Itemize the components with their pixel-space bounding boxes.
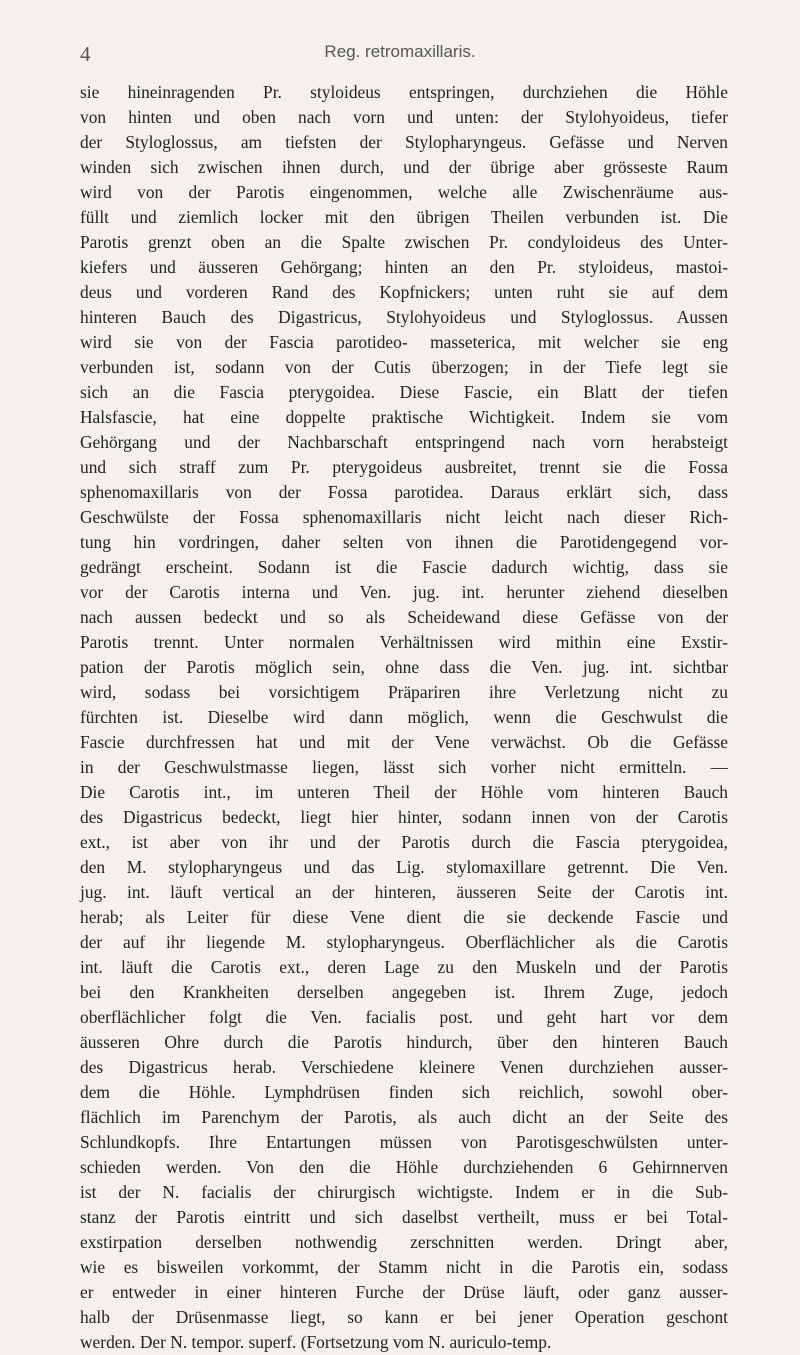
text-line: oberflächlicher folgt die Ven. facialis post. und geht hart vor dem [80,1007,728,1027]
text-line: in der Geschwulstmasse liegen, lässt sich vorher nicht ermitteln. — [80,757,728,777]
text-line: schieden werden. Von den die Höhle durchziehenden 6 Gehirnnerven [80,1157,728,1177]
text-line: von hinten und oben nach vorn und unten: der Stylohyoideus, tiefer [80,107,728,127]
text-line: Gehörgang und der Nachbarschaft entspringend nach vorn herabsteigt [80,432,728,452]
text-line: den M. stylopharyngeus und das Lig. stylomaxillare getrennt. Die Ven. [80,857,728,877]
body-text [80,80,728,1355]
text-line: deus und vorderen Rand des Kopfnickers; unten ruht sie auf dem [80,282,728,302]
text-line: Geschwülste der Fossa sphenomaxillaris nicht leicht nach dieser Rich- [80,507,728,527]
text-line: stanz der Parotis eintritt und sich daselbst vertheilt, muss er bei Total- [80,1207,728,1227]
text-line: äusseren Ohre durch die Parotis hindurch, über den hinteren Bauch [80,1032,728,1052]
text-line: Halsfascie, hat eine doppelte praktische Wichtigkeit. Indem sie vom [80,407,728,427]
text-line: Parotis grenzt oben an die Spalte zwischen Pr. condyloideus des Unter- [80,232,728,252]
text-line: dem die Höhle. Lymphdrüsen finden sich reichlich, sowohl ober- [80,1082,728,1102]
text-line: int. läuft die Carotis ext., deren Lage zu den Muskeln und der Parotis [80,957,728,977]
text-line: und sich straff zum Pr. pterygoideus ausbreitet, trennt sie die Fossa [80,457,728,477]
text-line: gedrängt erscheint. Sodann ist die Fascie dadurch wichtig, dass sie [80,557,728,577]
text-line: der auf ihr liegende M. stylopharyngeus. Oberflächlicher als die Carotis [80,932,728,952]
running-header [80,42,720,72]
text-line: exstirpation derselben nothwendig zerschnitten werden. Dringt aber, [80,1232,728,1252]
text-line: sphenomaxillaris von der Fossa parotidea. Daraus erklärt sich, dass [80,482,728,502]
text-line: herab; als Leiter für diese Vene dient die sie deckende Fascie und [80,907,728,927]
text-line: Schlundkopfs. Ihre Entartungen müssen von Parotisgeschwülsten unter- [80,1132,728,1152]
text-line: hinteren Bauch des Digastricus, Stylohyoideus und Styloglossus. Aussen [80,307,728,327]
text-line: bei den Krankheiten derselben angegeben ist. Ihrem Zuge, jedoch [80,982,728,1002]
text-line: nach aussen bedeckt und so als Scheidewand diese Gefässe von der [80,607,728,627]
text-line: der Styloglossus, am tiefsten der Stylopharyngeus. Gefässe und Nerven [80,132,728,152]
text-line: halb der Drüsenmasse liegt, so kann er bei jener Operation geschont [80,1307,728,1327]
text-line: fürchten ist. Dieselbe wird dann möglich, wenn die Geschwulst die [80,707,728,727]
text-line: wird, sodass bei vorsichtigem Präpariren ihre Verletzung nicht zu [80,682,728,702]
text-line: tung hin vordringen, daher selten von ihnen die Parotidengegend vor- [80,532,728,552]
text-line: des Digastricus herab. Verschiedene kleinere Venen durchziehen ausser- [80,1057,728,1077]
text-line: ist der N. facialis der chirurgisch wichtigste. Indem er in die Sub- [80,1182,728,1202]
text-line: er entweder in einer hinteren Furche der Drüse läuft, oder ganz ausser- [80,1282,728,1302]
text-line: kiefers und äusseren Gehörgang; hinten an den Pr. styloideus, mastoi- [80,257,728,277]
text-line: wird von der Parotis eingenommen, welche alle Zwischenräume aus- [80,182,728,202]
text-line: des Digastricus bedeckt, liegt hier hinter, sodann innen von der Carotis [80,807,728,827]
text-line: sie hineinragenden Pr. styloideus entspringen, durchziehen die Höhle [80,82,728,102]
text-line: pation der Parotis möglich sein, ohne dass die Ven. jug. int. sichtbar [80,657,728,677]
text-line: ext., ist aber von ihr und der Parotis durch die Fascia pterygoidea, [80,832,728,852]
text-line: wie es bisweilen vorkommt, der Stamm nicht in die Parotis ein, sodass [80,1257,728,1277]
text-line: sich an die Fascia pterygoidea. Diese Fascie, ein Blatt der tiefen [80,382,728,402]
text-line: verbunden ist, sodann von der Cutis überzogen; in der Tiefe legt sie [80,357,728,377]
text-line: werden. Der N. tempor. superf. (Fortsetzung vom N. auriculo-temp. [80,1332,552,1352]
text-line: füllt und ziemlich locker mit den übrigen Theilen verbunden ist. Die [80,207,728,227]
text-line: wird sie von der Fascia parotideo- masseterica, mit welcher sie eng [80,332,728,352]
text-line: winden sich zwischen ihnen durch, und der übrige aber grösseste Raum [80,157,728,177]
text-line: Die Carotis int., im unteren Theil der Höhle vom hinteren Bauch [80,782,728,802]
text-line: Parotis trennt. Unter normalen Verhältnissen wird mithin eine Exstir- [80,632,728,652]
running-title: Reg. retromaxillaris. [324,42,476,61]
text-line: jug. int. läuft vertical an der hinteren, äusseren Seite der Carotis int. [80,882,728,902]
text-line: flächlich im Parenchym der Parotis, als auch dicht an der Seite des [80,1107,728,1127]
text-line: Fascie durchfressen hat und mit der Vene verwächst. Ob die Gefässe [80,732,728,752]
page-number: 4 [80,42,91,66]
text-line: vor der Carotis interna und Ven. jug. int. herunter ziehend dieselben [80,582,728,602]
